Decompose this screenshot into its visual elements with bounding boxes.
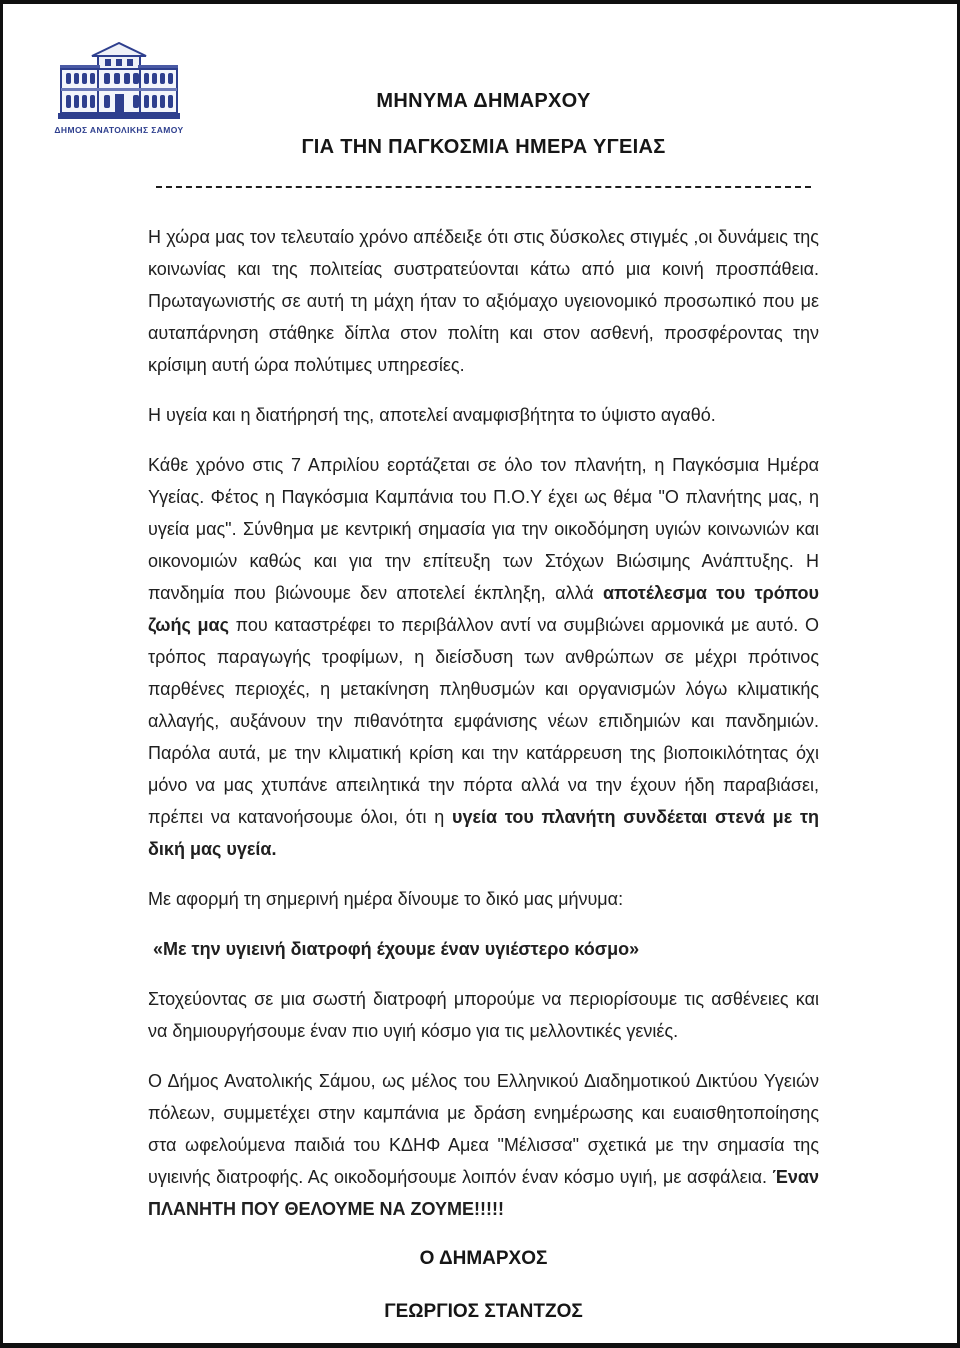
body-paragraph [148, 983, 819, 1047]
bold-text-run: Έναν ΠΛΑΝΗΤΗ ΠΟΥ ΘΕΛΟΥΜΕ ΝΑ ΖΟΥΜΕ!!!!! [148, 1167, 819, 1219]
bold-text-run: «Με την υγιεινή διατροφή έχουμε έναν υγιέστερο κόσμο» [153, 939, 640, 959]
text-run: Κάθε χρόνο στις 7 Απριλίου εορτάζεται σε όλο τον πλανήτη, η Παγκόσμια Ημέρα Υγείας. Φέτος η Παγκόσμια Καμπάνια του Π.Ο.Υ έχει ως θέμα "Ο πλανήτης μας, η υγεία μας". Σύνθημα με κεντρική σημασία για την οικοδόμηση υγιών κοινωνιών και οικονομιών καθώς και για την επίτευξη των Στόχων Βιώσιμης Ανάπτυξης. Η πανδημία που βιώνουμε δεν αποτελεί έκπληξη, αλλά [148, 455, 819, 603]
dashed-separator [156, 186, 811, 188]
body-paragraph [148, 1065, 819, 1225]
town-hall-building-icon [53, 42, 185, 122]
signature-role: Ο ΔΗΜΑΡΧΟΣ [419, 1248, 548, 1269]
bold-text-run: αποτέλεσμα του τρόπου ζωής μας [148, 583, 819, 635]
signature-name: ΓΕΩΡΓΙΟΣ ΣΤΑΝΤΖΟΣ [384, 1301, 583, 1322]
body-paragraph [148, 449, 819, 865]
municipality-logo [53, 42, 185, 135]
text-run: Στοχεύοντας σε μια σωστή διατροφή μπορούμε να περιορίσουμε τις ασθένειες και να δημιουργήσουμε έναν πιο υγιή κόσμο για τις μελλοντικές γενιές. [148, 989, 819, 1041]
text-run: Η χώρα μας τον τελευταίο χρόνο απέδειξε ότι στις δύσκολες στιγμές ,οι δυνάμεις της κοινωνίας και της πολιτείας συστρατεύονται κάτω από μια κοινή προσπάθεια. Πρωταγωνιστής σε αυτή τη μάχη ήταν το αξιόμαχο υγειονομικό προσωπικό που με αυταπάρνηση στάθηκε δίπλα στον πολίτη και στον ασθενή, προσφέροντας την κρίσιμη αυτή ώρα πολύτιμες υπηρεσίες. [148, 227, 819, 375]
body-paragraph [148, 221, 819, 381]
document-body [148, 221, 819, 1225]
page-title: ΜΗΝΥΜΑ ΔΗΜΑΡΧΟΥ [376, 90, 591, 112]
text-run: Ο Δήμος Ανατολικής Σάμου, ως μέλος του Ελληνικού Διαδημοτικού Δικτύου Υγειών πόλεων, συμμετέχει στην καμπάνια με δράση ενημέρωσης και ευαισθητοποίησης στα ωφελούμενα παιδιά του ΚΔΗΦ Αμεα "Μέλισσα" σχετικά με την σημασία της υγιεινής διατροφής. Ας οικοδομήσουμε λοιπόν έναν κόσμο υγιή, με ασφάλεια. [148, 1071, 819, 1187]
body-paragraph [148, 883, 819, 915]
signature-block [148, 1243, 819, 1328]
text-run: Η υγεία και η διατήρησή της, αποτελεί αναμφισβήτητα το ύψιστο αγαθό. [148, 405, 716, 425]
document-content [3, 90, 957, 1328]
text-run: Με αφορμή τη σημερινή ημέρα δίνουμε το δικό μας μήνυμα: [148, 889, 624, 909]
body-paragraph [148, 399, 819, 431]
body-paragraph [148, 933, 819, 965]
page-subtitle: ΓΙΑ ΤΗΝ ΠΑΓΚΟΣΜΙΑ ΗΜΕΡΑ ΥΓΕΙΑΣ [301, 136, 666, 158]
municipality-name: ΔΗΜΟΣ ΑΝΑΤΟΛΙΚΗΣ ΣΑΜΟΥ [54, 125, 184, 135]
text-run: που καταστρέφει το περιβάλλον αντί να συμβιώνει αρμονικά με αυτό. Ο τρόπος παραγωγής τροφίμων, η διείσδυση των ανθρώπων σε μέχρι πρότινος παρθένες περιοχές, η μετακίνηση πληθυσμών και οργανισμών λόγω κλιματικής αλλαγής, αυξάνουν την πιθανότητα εμφάνισης νέων επιδημιών και πανδημιών. Παρόλα αυτά, με την κλιματική κρίση και την κατάρρευση της βιοποικιλότητας όχι μόνο να μας χτυπάνε απειλητικά την πόρτα αλλά να την έχουν ήδη παραβιάσει, πρέπει να κατανοήσουμε όλοι, ότι η [148, 615, 820, 827]
bold-text-run: υγεία του πλανήτη συνδέεται στενά με τη δική μας υγεία. [148, 807, 819, 859]
